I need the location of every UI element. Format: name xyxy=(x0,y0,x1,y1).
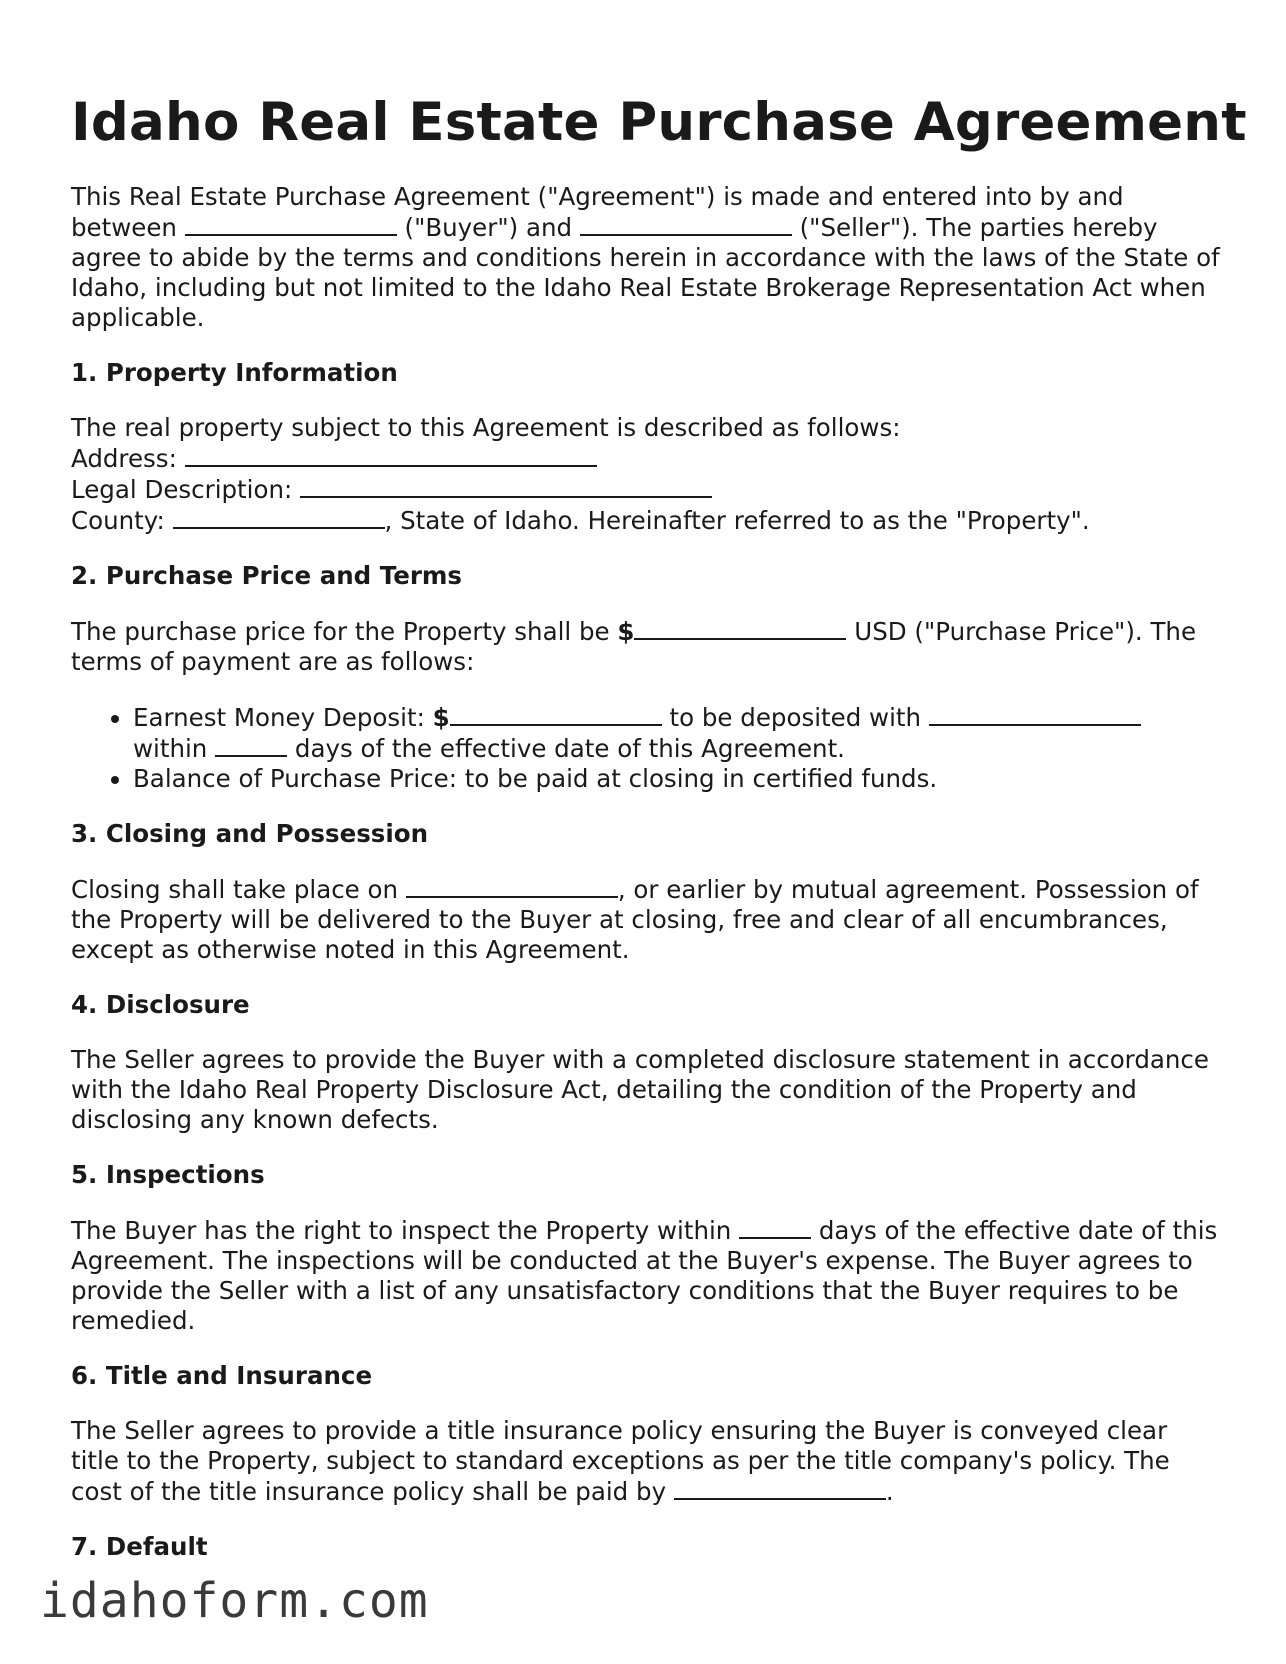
intro-text-3: ("Seller"). The parties hereby agree to abide by the terms and conditions herein in accordance with the laws of the State of Idaho, including but not limited to the Idaho Real Estate Brokerage Representation Act when applicable. xyxy=(71,213,1220,332)
intro-text-2: ("Buyer") and xyxy=(396,213,580,242)
deposit-with-text: to be deposited with xyxy=(661,703,929,732)
deposit-holder-blank[interactable] xyxy=(929,702,1141,726)
purchase-price-blank[interactable] xyxy=(634,616,846,640)
closing-text-1: Closing shall take place on xyxy=(71,875,406,904)
inspection-days-blank[interactable] xyxy=(739,1215,811,1239)
section-6-body xyxy=(71,1416,1221,1507)
deposit-days-blank[interactable] xyxy=(215,733,287,757)
county-label: County: xyxy=(71,506,173,535)
page-title: Idaho Real Estate Purchase Agreement xyxy=(71,92,1247,153)
intro-text-1: This Real Estate Purchase Agreement ("Agreement") is made and entered into by and between xyxy=(71,182,1124,242)
dollar-sign: $ xyxy=(432,703,450,732)
county-blank[interactable] xyxy=(173,505,385,529)
property-lead: The real property subject to this Agreement is described as follows: xyxy=(71,413,901,442)
dollar-sign: $ xyxy=(617,617,635,646)
intro-paragraph xyxy=(71,182,1221,333)
section-4-body: The Seller agrees to provide the Buyer with a completed disclosure statement in accordance with the Idaho Real Property Disclosure Act, detailing the condition of the Property and disclosing any known defects. xyxy=(71,1045,1209,1134)
list-item xyxy=(133,702,1221,764)
section-3-body xyxy=(71,874,1221,965)
legal-description-blank[interactable] xyxy=(300,474,712,498)
legal-description-label: Legal Description: xyxy=(71,475,301,504)
section-4-heading: 4. Disclosure xyxy=(71,990,250,1019)
title-payer-blank[interactable] xyxy=(674,1476,886,1500)
payment-terms-list xyxy=(71,702,1221,794)
county-tail: , State of Idaho. Hereinafter referred to as the "Property". xyxy=(384,506,1090,535)
document-body xyxy=(71,182,1221,1587)
closing-date-blank[interactable] xyxy=(406,874,618,898)
inspection-text-2: days of the effective date of this Agreement. The inspections will be conducted at the Buyer's expense. The Buyer agrees to provide the Seller with a list of any unsatisfactory conditions that the Buyer requires to be remedied. xyxy=(71,1216,1218,1335)
address-blank[interactable] xyxy=(185,443,597,467)
within-text: within xyxy=(133,734,216,763)
price-tail: USD ("Purchase Price"). The terms of payment are as follows: xyxy=(71,617,1197,676)
section-7-heading: 7. Default xyxy=(71,1532,208,1561)
earnest-money-label: Earnest Money Deposit: xyxy=(133,703,433,732)
list-item: • Balance of Purchase Price: to be paid at closing in certified funds. xyxy=(133,764,1221,794)
section-6-heading: 6. Title and Insurance xyxy=(71,1361,373,1390)
title-text-2: . xyxy=(885,1477,894,1506)
section-5-heading: 5. Inspections xyxy=(71,1160,265,1189)
section-3-heading: 3. Closing and Possession xyxy=(71,819,429,848)
section-1-body xyxy=(71,413,1221,536)
seller-name-blank[interactable] xyxy=(580,212,792,236)
buyer-name-blank[interactable] xyxy=(185,212,397,236)
inspection-text-1: The Buyer has the right to inspect the Property within xyxy=(71,1216,740,1245)
section-1-heading: 1. Property Information xyxy=(71,358,398,387)
deposit-days-tail: days of the effective date of this Agreement. xyxy=(287,734,845,763)
price-lead: The purchase price for the Property shall be xyxy=(71,617,618,646)
closing-text-2: , or earlier by mutual agreement. Possession of the Property will be delivered to the Buyer at closing, free and clear of all encumbrances, except as otherwise noted in this Agreement. xyxy=(71,875,1199,964)
section-2-heading: 2. Purchase Price and Terms xyxy=(71,561,463,590)
title-text-1: The Seller agrees to provide a title insurance policy ensuring the Buyer is conveyed clear title to the Property, subject to standard exceptions as per the title company's policy. The cost of the title insurance policy shall be paid by xyxy=(71,1416,1170,1506)
watermark: idahoform.com xyxy=(40,1573,429,1629)
section-5-body xyxy=(71,1215,1221,1336)
address-label: Address: xyxy=(71,444,185,473)
earnest-money-blank[interactable] xyxy=(450,702,662,726)
section-2-body xyxy=(71,616,1221,677)
